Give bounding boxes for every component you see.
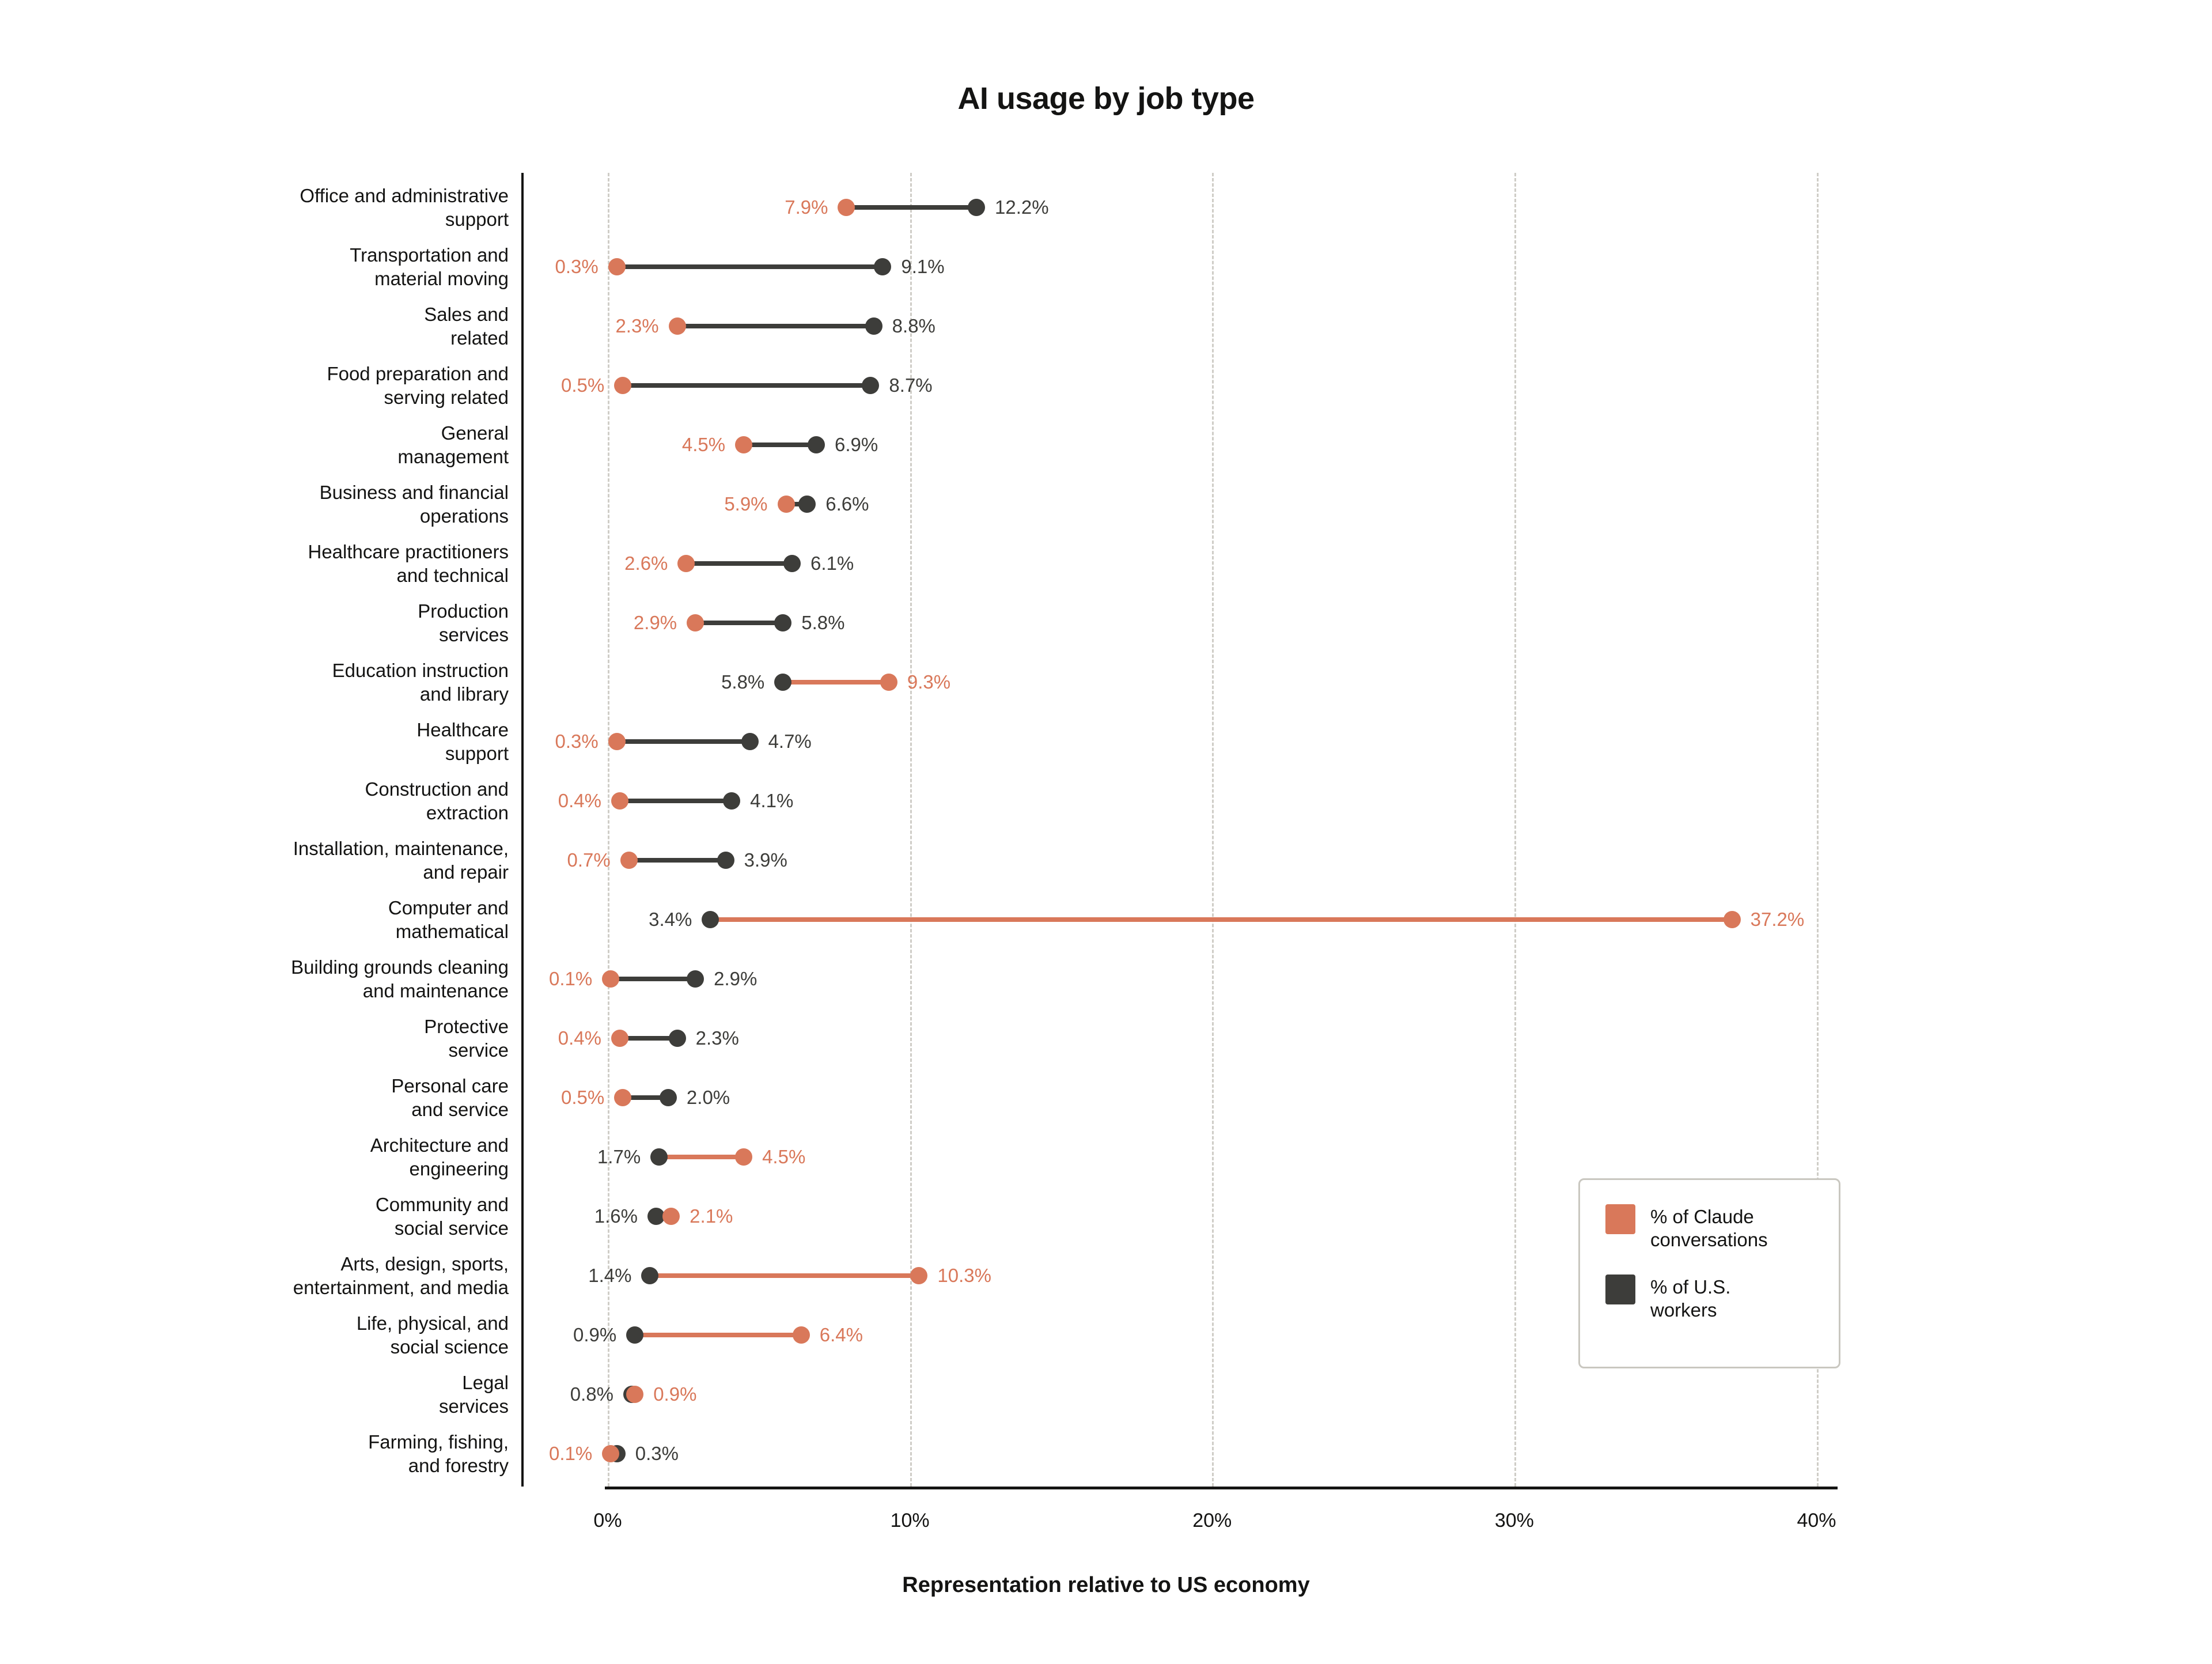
claude-dot[interactable] bbox=[611, 792, 628, 810]
claude-dot[interactable] bbox=[626, 1386, 643, 1403]
category-label: Business and financial operations bbox=[319, 481, 509, 527]
claude-value-label: 2.1% bbox=[690, 1205, 733, 1227]
claude-dot[interactable] bbox=[880, 674, 897, 691]
workers-value-label: 1.7% bbox=[597, 1145, 641, 1167]
category-label: Sales and related bbox=[424, 303, 509, 349]
workers-dot[interactable] bbox=[660, 1089, 677, 1106]
claude-dot[interactable] bbox=[735, 1148, 752, 1166]
category-label: Life, physical, and social science bbox=[356, 1312, 509, 1357]
claude-value-label: 7.9% bbox=[785, 196, 828, 218]
x-tick-label: 30% bbox=[1494, 1510, 1534, 1531]
chart-row bbox=[368, 1424, 1835, 1483]
chart-row bbox=[332, 652, 1835, 712]
workers-value-label: 12.2% bbox=[995, 196, 1049, 218]
connector-line bbox=[629, 858, 726, 863]
category-label: Computer and mathematical bbox=[388, 897, 509, 942]
workers-value-label: 0.3% bbox=[635, 1442, 679, 1464]
category-label: Building grounds cleaning and maintenance bbox=[291, 956, 509, 1001]
workers-value-label: 4.7% bbox=[768, 730, 812, 752]
workers-dot[interactable] bbox=[874, 258, 891, 275]
workers-value-label: 1.4% bbox=[588, 1264, 632, 1286]
claude-dot[interactable] bbox=[602, 1445, 619, 1462]
workers-dot[interactable] bbox=[717, 852, 734, 869]
workers-dot[interactable] bbox=[783, 555, 801, 572]
category-label: Transportation and material moving bbox=[350, 244, 509, 289]
claude-value-label: 0.5% bbox=[561, 1086, 605, 1108]
claude-value-label: 5.9% bbox=[724, 493, 768, 515]
claude-dot[interactable] bbox=[611, 1030, 628, 1047]
claude-value-label: 4.5% bbox=[762, 1145, 806, 1167]
legend-swatch bbox=[1605, 1204, 1635, 1234]
chart-row bbox=[416, 712, 1835, 771]
claude-dot[interactable] bbox=[602, 970, 619, 988]
workers-dot[interactable] bbox=[774, 614, 791, 631]
workers-value-label: 0.8% bbox=[570, 1383, 613, 1405]
claude-dot[interactable] bbox=[608, 258, 626, 275]
claude-dot[interactable] bbox=[793, 1326, 810, 1344]
claude-value-label: 0.1% bbox=[549, 967, 593, 989]
chart-row bbox=[397, 415, 1835, 474]
x-tick-label: 40% bbox=[1797, 1510, 1836, 1531]
workers-dot[interactable] bbox=[702, 911, 719, 928]
claude-dot[interactable] bbox=[620, 852, 638, 869]
legend-swatch bbox=[1605, 1275, 1635, 1304]
chart-row bbox=[424, 296, 1835, 356]
connector-line bbox=[659, 1155, 744, 1159]
chart-row bbox=[424, 1008, 1835, 1068]
claude-dot[interactable] bbox=[735, 436, 752, 453]
connector-line bbox=[617, 264, 883, 269]
x-tick-label: 10% bbox=[890, 1510, 930, 1531]
claude-value-label: 0.9% bbox=[653, 1383, 697, 1405]
connector-line bbox=[744, 443, 816, 447]
workers-value-label: 3.9% bbox=[744, 849, 787, 871]
workers-value-label: 4.1% bbox=[750, 789, 794, 811]
connector-line bbox=[650, 1273, 919, 1278]
chart-row bbox=[308, 534, 1835, 593]
claude-value-label: 0.4% bbox=[558, 1027, 601, 1049]
claude-value-label: 0.5% bbox=[561, 374, 605, 396]
claude-dot[interactable] bbox=[1724, 911, 1741, 928]
x-axis-title: Representation relative to US economy bbox=[902, 1573, 1310, 1597]
workers-dot[interactable] bbox=[687, 970, 704, 988]
category-label: General management bbox=[397, 422, 509, 467]
claude-value-label: 2.6% bbox=[624, 552, 668, 574]
workers-dot[interactable] bbox=[798, 496, 816, 513]
chart-legend bbox=[1578, 1178, 1840, 1368]
chart-row bbox=[319, 474, 1835, 534]
category-label: Healthcare practitioners and technical bbox=[308, 540, 509, 586]
connector-line bbox=[783, 680, 889, 684]
connector-line bbox=[635, 1333, 801, 1337]
category-label: Community and social service bbox=[375, 1193, 509, 1239]
claude-value-label: 9.3% bbox=[907, 671, 951, 693]
category-label: Arts, design, sports, entertainment, and media bbox=[293, 1253, 509, 1298]
chart-title: AI usage by job type bbox=[957, 81, 1255, 116]
workers-value-label: 6.9% bbox=[834, 433, 878, 455]
workers-dot[interactable] bbox=[862, 377, 879, 394]
connector-line bbox=[710, 917, 1732, 922]
claude-value-label: 10.3% bbox=[937, 1264, 991, 1286]
claude-dot[interactable] bbox=[614, 1089, 631, 1106]
claude-value-label: 0.1% bbox=[549, 1442, 593, 1464]
category-label: Food preparation and serving related bbox=[327, 362, 509, 408]
claude-value-label: 0.7% bbox=[567, 849, 611, 871]
connector-line bbox=[677, 324, 874, 328]
workers-value-label: 8.8% bbox=[892, 315, 935, 336]
category-label: Education instruction and library bbox=[332, 659, 509, 705]
workers-dot[interactable] bbox=[774, 674, 791, 691]
claude-dot[interactable] bbox=[778, 496, 795, 513]
category-label: Farming, fishing, and forestry bbox=[368, 1431, 509, 1476]
connector-line bbox=[695, 621, 783, 625]
category-label: Construction and extraction bbox=[365, 778, 509, 823]
category-label: Installation, maintenance, and repair bbox=[293, 837, 509, 883]
y-axis-line bbox=[521, 173, 524, 1487]
claude-dot[interactable] bbox=[608, 733, 626, 750]
claude-dot[interactable] bbox=[614, 377, 631, 394]
connector-line bbox=[611, 977, 695, 981]
claude-dot[interactable] bbox=[669, 317, 686, 335]
legend-label: % of U.S. workers bbox=[1650, 1276, 1731, 1321]
category-label: Architecture and engineering bbox=[370, 1134, 509, 1179]
chart-row bbox=[293, 830, 1835, 890]
chart-row bbox=[365, 771, 1835, 830]
category-label: Healthcare support bbox=[416, 718, 509, 764]
workers-value-label: 5.8% bbox=[721, 671, 765, 693]
connector-line bbox=[617, 739, 750, 744]
claude-dot[interactable] bbox=[677, 555, 695, 572]
connector-line bbox=[686, 561, 792, 566]
chart-row bbox=[370, 1127, 1835, 1186]
workers-dot[interactable] bbox=[723, 792, 740, 810]
workers-value-label: 3.4% bbox=[649, 908, 692, 930]
claude-value-label: 0.3% bbox=[555, 730, 599, 752]
claude-value-label: 2.9% bbox=[633, 611, 677, 633]
workers-value-label: 1.6% bbox=[594, 1205, 638, 1227]
connector-line bbox=[620, 799, 732, 803]
workers-value-label: 6.6% bbox=[825, 493, 869, 515]
workers-dot[interactable] bbox=[968, 199, 985, 216]
connector-line bbox=[846, 205, 976, 210]
workers-value-label: 6.1% bbox=[810, 552, 854, 574]
workers-value-label: 9.1% bbox=[901, 255, 945, 277]
workers-value-label: 2.0% bbox=[686, 1086, 730, 1108]
claude-value-label: 2.3% bbox=[615, 315, 659, 336]
category-label: Production services bbox=[418, 600, 509, 645]
legend-item[interactable] bbox=[1605, 1275, 1839, 1322]
claude-value-label: 0.4% bbox=[558, 789, 601, 811]
claude-dot[interactable] bbox=[838, 199, 855, 216]
workers-dot[interactable] bbox=[626, 1326, 643, 1344]
workers-value-label: 8.7% bbox=[889, 374, 933, 396]
workers-dot[interactable] bbox=[865, 317, 882, 335]
x-axis-line bbox=[605, 1487, 1838, 1489]
workers-dot[interactable] bbox=[641, 1267, 658, 1284]
workers-value-label: 2.9% bbox=[714, 967, 757, 989]
legend-label: % of Claude conversations bbox=[1650, 1206, 1768, 1250]
x-tick-label: 0% bbox=[593, 1510, 622, 1531]
claude-dot[interactable] bbox=[687, 614, 704, 631]
connector-line bbox=[623, 383, 870, 388]
workers-dot[interactable] bbox=[669, 1030, 686, 1047]
claude-dot[interactable] bbox=[662, 1208, 680, 1225]
workers-dot[interactable] bbox=[650, 1148, 668, 1166]
category-label: Office and administrative support bbox=[300, 184, 509, 230]
claude-value-label: 37.2% bbox=[1750, 908, 1805, 930]
category-label: Personal care and service bbox=[391, 1075, 509, 1120]
x-tick-label: 20% bbox=[1192, 1510, 1232, 1531]
chart-row bbox=[291, 949, 1835, 1008]
claude-value-label: 4.5% bbox=[681, 433, 726, 455]
workers-value-label: 0.9% bbox=[573, 1323, 617, 1345]
workers-dot[interactable] bbox=[808, 436, 825, 453]
chart-row bbox=[388, 890, 1835, 949]
chart-row bbox=[327, 356, 1835, 415]
workers-value-label: 2.3% bbox=[695, 1027, 739, 1049]
chart-row bbox=[418, 593, 1835, 652]
workers-dot[interactable] bbox=[741, 733, 759, 750]
claude-dot[interactable] bbox=[910, 1267, 927, 1284]
legend-item[interactable] bbox=[1605, 1204, 1839, 1251]
chart-row bbox=[391, 1068, 1835, 1127]
category-label: Legal services bbox=[438, 1371, 509, 1417]
claude-value-label: 0.3% bbox=[555, 255, 599, 277]
workers-value-label: 5.8% bbox=[801, 611, 845, 633]
chart-row bbox=[350, 237, 1835, 296]
category-label: Protective service bbox=[424, 1015, 509, 1061]
chart-row bbox=[438, 1364, 1835, 1424]
chart-row bbox=[300, 177, 1835, 237]
claude-value-label: 6.4% bbox=[819, 1323, 863, 1345]
